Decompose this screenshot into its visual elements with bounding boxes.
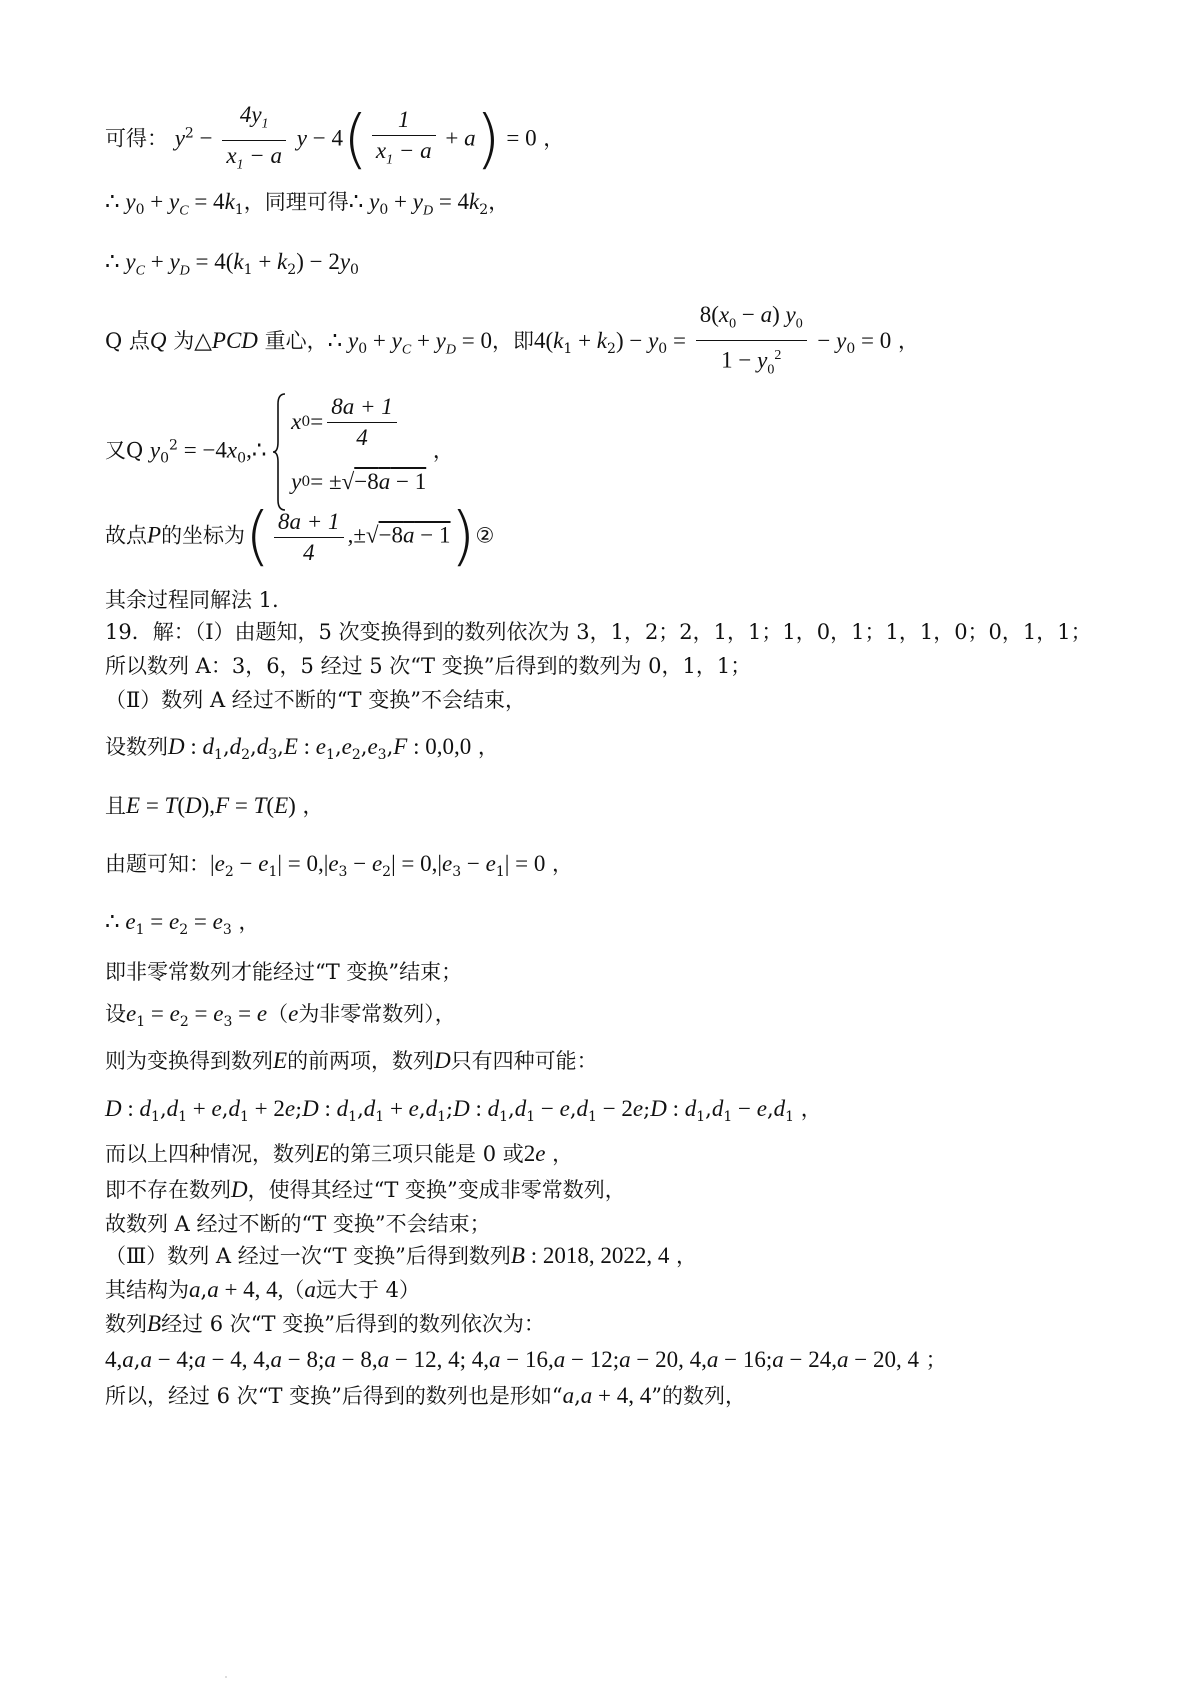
text: ② bbox=[475, 523, 495, 548]
equation-line-4: Q 点Q 为△PCD 重心，∴ $y_0 + y_C + y_D = 0$，即$4(k_1 + k_2) - y_0$ = $\frac{8(x_0 - a) y_0}{1 - y_0^2}$ − $y_0 = 0$ ， bbox=[105, 300, 919, 385]
text: 由题可知： bbox=[105, 852, 210, 876]
text: （ bbox=[283, 1278, 305, 1302]
text: 即不存在数列 bbox=[105, 1178, 231, 1202]
equation-line-5: 又Q $y_0^2$ = $-4x_0,\therefore$ x 0 = $\frac{8a + 1}{4}$ y 0 = ±√−8a − 1 ， bbox=[105, 392, 454, 512]
equation-line-14: ∴ $e_1 = e_2 = e_3$ ， bbox=[105, 909, 260, 939]
text: 故点 bbox=[105, 523, 147, 548]
text: 同理可得 bbox=[264, 190, 349, 214]
text: 为 bbox=[173, 328, 195, 353]
text-line-15: 即非零常数列才能经过“T 变换”结束； bbox=[105, 960, 463, 984]
text: 又Q bbox=[105, 438, 144, 463]
text: Q 点 bbox=[105, 328, 150, 353]
text: 且 bbox=[105, 794, 126, 818]
scan-speck bbox=[225, 1676, 227, 1678]
equation-line-12: 且E = T(D),F = T(E) ， bbox=[105, 793, 324, 818]
equation-line-1: 可得： $y^2$ − $\frac{4y_1}{x_1 - a}$ y − 4( $\frac{1}{x_1 - a}$ + a) = 0 ， bbox=[105, 100, 564, 180]
equation-line-11: 设数列D : $d_1,d_2,d_3,E$ : $e_1,e_2,e_3,F$ : 0,0,0 ， bbox=[105, 734, 499, 764]
equation-line-23: 其结构为a,a + 4, 4,（a远大于 4） bbox=[105, 1277, 420, 1302]
text: 的坐标为 bbox=[161, 523, 246, 548]
text: 数列 bbox=[105, 1312, 147, 1336]
equation-line-19: 而以上四种情况，数列E的第三项只能是 0 或2e ， bbox=[105, 1141, 574, 1166]
fraction: $\frac{4y_1}{x_1 - a}$ bbox=[222, 100, 286, 180]
text-line-8: 19．解：（Ⅰ）由题知，5 次变换得到的数列依次为 3，1，2；2，1，1；1，0，1；1，1，0；0，1，1； bbox=[105, 620, 1092, 644]
text: （Ⅲ）数列 A 经过一次“T 变换”后得到数列 bbox=[105, 1244, 511, 1268]
text: 所以，经过 6 次“T 变换”后得到的数列也是形如“ bbox=[105, 1384, 563, 1408]
text-line-10: （Ⅱ）数列 A 经过不断的“T 变换”不会结束， bbox=[105, 688, 526, 712]
equation-line-24: 数列B经过 6 次“T 变换”后得到的数列依次为： bbox=[105, 1311, 545, 1336]
text-line-9: 所以数列 A：3，6，5 经过 5 次“T 变换”后得到的数列为 0，1，1； bbox=[105, 654, 752, 678]
equation-line-13: 由题可知：$|e_2 - e_1| = 0,|e_3 - e_2| = 0,|e_3 - e_1| = 0$ ， bbox=[105, 851, 574, 881]
text: 设 bbox=[105, 1002, 126, 1026]
equation-line-3: ∴ $y_C + y_D = 4(k_1 + k_2) - 2y_0$ bbox=[105, 249, 359, 279]
fraction: $\frac{8(x_0 - a) y_0}{1 - y_0^2}$ bbox=[696, 300, 807, 385]
text: 设数列 bbox=[105, 735, 168, 759]
text: ”的数列， bbox=[651, 1384, 747, 1408]
text: 经过 6 次“T 变换”后得到的数列依次为： bbox=[161, 1312, 545, 1336]
text: 的第三项只能是 0 或 bbox=[329, 1142, 524, 1166]
text: 重心， bbox=[264, 328, 328, 353]
equation-line-2: ∴ $y_0 + y_C = 4k_1$，同理可得∴ $y_0 + y_D = 4k_2$， bbox=[105, 189, 510, 219]
equation-system: x 0 = $\frac{8a + 1}{4}$ y 0 = ±√−8a − 1 bbox=[273, 392, 426, 512]
equation-line-6: 故点P的坐标为( $\frac{8a + 1}{4}$ ,±√−8a − 1)② bbox=[105, 500, 495, 574]
brace-icon bbox=[273, 392, 287, 512]
text-line-7: 其余过程同解法 1. bbox=[105, 588, 279, 612]
equation-line-18: D : $d_1,d_1 + e,d_1$ + 2e;D : $d_1,d_1$ + $e,d_1;D$ : $d_1,d_1 - e,d_1$ − 2e;D : $d_1,d_1 - e,d_1$ ， bbox=[105, 1096, 822, 1126]
equation-line-22: （Ⅲ）数列 A 经过一次“T 变换”后得到数列B : 2018, 2022, 4 ， bbox=[105, 1243, 698, 1268]
text: 远大于 4） bbox=[315, 1278, 420, 1302]
equation-line-17: 则为变换得到数列E的前两项，数列D只有四种可能： bbox=[105, 1048, 598, 1073]
text: 则为变换得到数列 bbox=[105, 1049, 273, 1073]
text: ，即 bbox=[492, 328, 534, 353]
text: 为非零常数列）， bbox=[298, 1002, 456, 1026]
equation-line-16: 设$e_1 = e_2 = e_3 = e(e$为非零常数列）， bbox=[105, 1001, 456, 1031]
text: 的前两项，数列 bbox=[287, 1049, 435, 1073]
equation-line-20: 即不存在数列D，使得其经过“T 变换”变成非零常数列， bbox=[105, 1177, 626, 1202]
text: （ bbox=[267, 1002, 289, 1026]
equation-line-25: 4,a,a − 4;a − 4, 4,a − 8;a − 8,a − 12, 4; 4,a − 16,a − 12;a − 20, 4,a − 16;a − 24,a − 20, 4 ； bbox=[105, 1347, 947, 1372]
text: 其结构为 bbox=[105, 1278, 189, 1302]
text-label: 可得： bbox=[105, 126, 168, 151]
equation-line-26: 所以，经过 6 次“T 变换”后得到的数列也是形如“a,a + 4, 4”的数列， bbox=[105, 1383, 747, 1408]
text-line-21: 故数列 A 经过不断的“T 变换”不会结束； bbox=[105, 1212, 491, 1236]
text: 而以上四种情况，数列 bbox=[105, 1142, 315, 1166]
text: ，使得其经过“T 变换”变成非零常数列， bbox=[247, 1178, 626, 1202]
text: 只有四种可能： bbox=[450, 1049, 598, 1073]
